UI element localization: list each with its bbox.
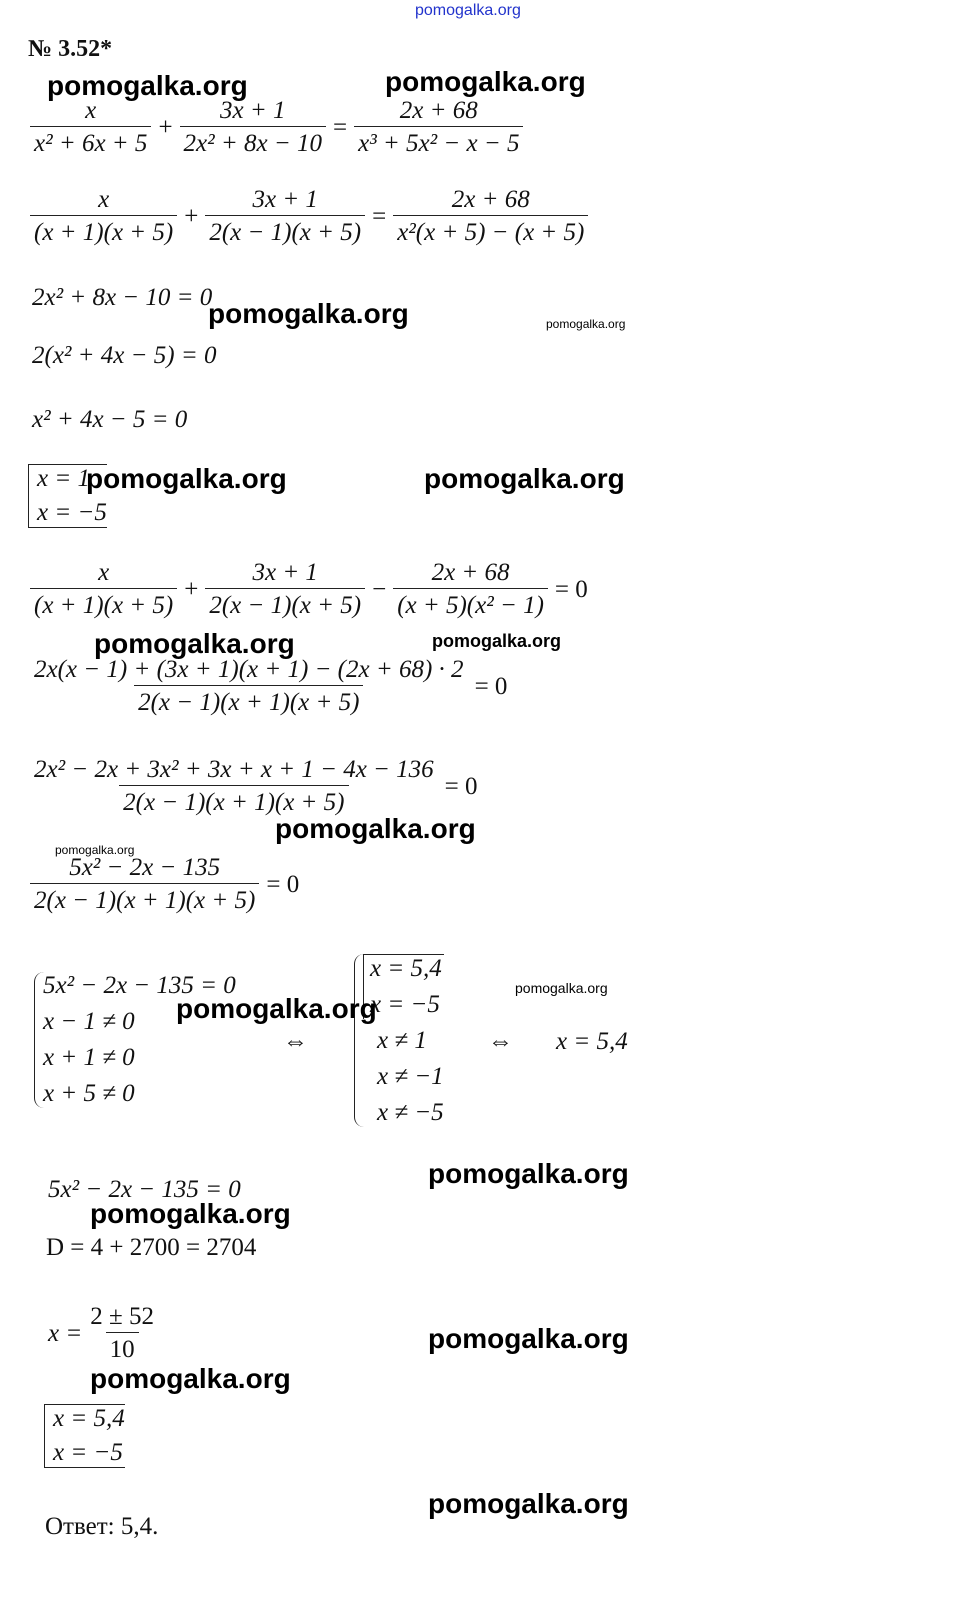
watermark: pomogalka.org (90, 1198, 291, 1229)
fraction: $\frac{2x + 68}{\text{x²(x + 5) − (x + 5)}}$ (393, 185, 588, 248)
fraction: $\frac{3x + 1}{2(x - 1)(x + 5)}$ (205, 185, 365, 248)
watermark: pomogalka.org (275, 813, 476, 844)
watermark: pomogalka.org (208, 298, 409, 329)
fraction: $\frac{2x + 68}{\text{x³ + 5x² − x − 5}}$ (354, 96, 523, 159)
equivalence-symbol: ⇔ (283, 1028, 308, 1055)
equation-expanded: $\frac{\text{2x² − 2x + 3x² + 3x + x + 1 − 4x − 136}}{2(x - 1)(x + 1)(x + 5)}$ = 0 (34, 756, 478, 816)
equation-common-denominator: $\frac{2x(x - 1) + (3x + 1)(x + 1) - (2x + 68) \cdot 2}{2(x - 1)(x + 1)(x + 5)}$ = 0 (34, 656, 508, 716)
equation-step: x² + 4x − 5 = 0 (32, 406, 188, 433)
fraction: $\frac{2x + 68}{\text{(x + 5)(x² − 1)}}$ (393, 558, 548, 621)
watermark: pomogalka.org (515, 980, 608, 996)
fraction: $\frac{3x + 1}{\text{2x² + 8x − 10}}$ (180, 96, 326, 159)
roots-formula: x = $\frac{2 \pm 52}{10}$ (48, 1303, 154, 1363)
equivalence-symbol: ⇔ (488, 1028, 513, 1055)
equation-simplified: $\frac{\text{5x² − 2x − 135}}{2(x - 1)(x + 1)(x + 5)}$ = 0 (30, 853, 302, 916)
watermark: pomogalka.org (47, 70, 248, 101)
answer: Ответ: 5,4. (45, 1513, 159, 1540)
discriminant: D = 4 + 2700 = 2704 (46, 1234, 257, 1261)
system-1: 5x² − 2x − 135 = 0 x − 1 ≠ 0 x + 1 ≠ 0 x + 5 ≠ 0 (34, 972, 236, 1108)
watermark: pomogalka.org (546, 317, 626, 331)
watermark: pomogalka.org (424, 463, 625, 494)
system-2: x = 5,4 x = −5 x ≠ 1 x ≠ −1 x ≠ −5 (354, 954, 444, 1127)
fraction: $\frac{x}{(x + 1)(x + 5)}$ (30, 185, 177, 248)
watermark: pomogalka.org (428, 1323, 629, 1354)
watermark: pomogalka.org (86, 463, 287, 494)
roots-set-2: x = 5,4 x = −5 (44, 1404, 125, 1468)
equation-step: 2(x² + 4x − 5) = 0 (32, 342, 217, 369)
fraction: $\frac{3x + 1}{2(x - 1)(x + 5)}$ (205, 558, 365, 621)
equation-original: $\frac{x}{\text{x² + 6x + 5}}$ + $\frac{3x + 1}{\text{2x² + 8x − 10}}$ = $\frac{2x + 68}{\text{x³ + 5x² − x − 5}}$ (30, 96, 523, 159)
watermark: pomogalka.org (55, 843, 135, 857)
equation-factored: $\frac{x}{(x + 1)(x + 5)}$ + $\frac{3x + 1}{2(x - 1)(x + 5)}$ = $\frac{2x + 68}{\text{x²(x + 5) − (x + 5)}}$ (30, 185, 588, 248)
watermark: pomogalka.org (428, 1158, 629, 1189)
fraction: $\frac{x}{(x + 1)(x + 5)}$ (30, 558, 177, 621)
watermark-top: pomogalka.org (415, 2, 521, 19)
result-inline: x = 5,4 (556, 1028, 628, 1055)
problem-number: № 3.52* (28, 36, 113, 62)
roots-set-1: x = 1 x = −5 (28, 464, 107, 528)
watermark: pomogalka.org (94, 628, 295, 659)
equation-combined: $\frac{x}{(x + 1)(x + 5)}$ + $\frac{3x + 1}{2(x - 1)(x + 5)}$ − $\frac{2x + 68}{\text{(x + 5)(x² − 1)}}$ = 0 (30, 558, 591, 621)
equation-quadratic: 5x² − 2x − 135 = 0 (48, 1176, 241, 1203)
fraction: $\frac{x}{\text{x² + 6x + 5}}$ (30, 96, 151, 159)
watermark: pomogalka.org (176, 993, 377, 1024)
watermark: pomogalka.org (385, 66, 586, 97)
watermark: pomogalka.org (90, 1363, 291, 1394)
equation-step: 2x² + 8x − 10 = 0 (32, 284, 213, 311)
watermark: pomogalka.org (432, 631, 562, 651)
watermark: pomogalka.org (428, 1488, 629, 1519)
